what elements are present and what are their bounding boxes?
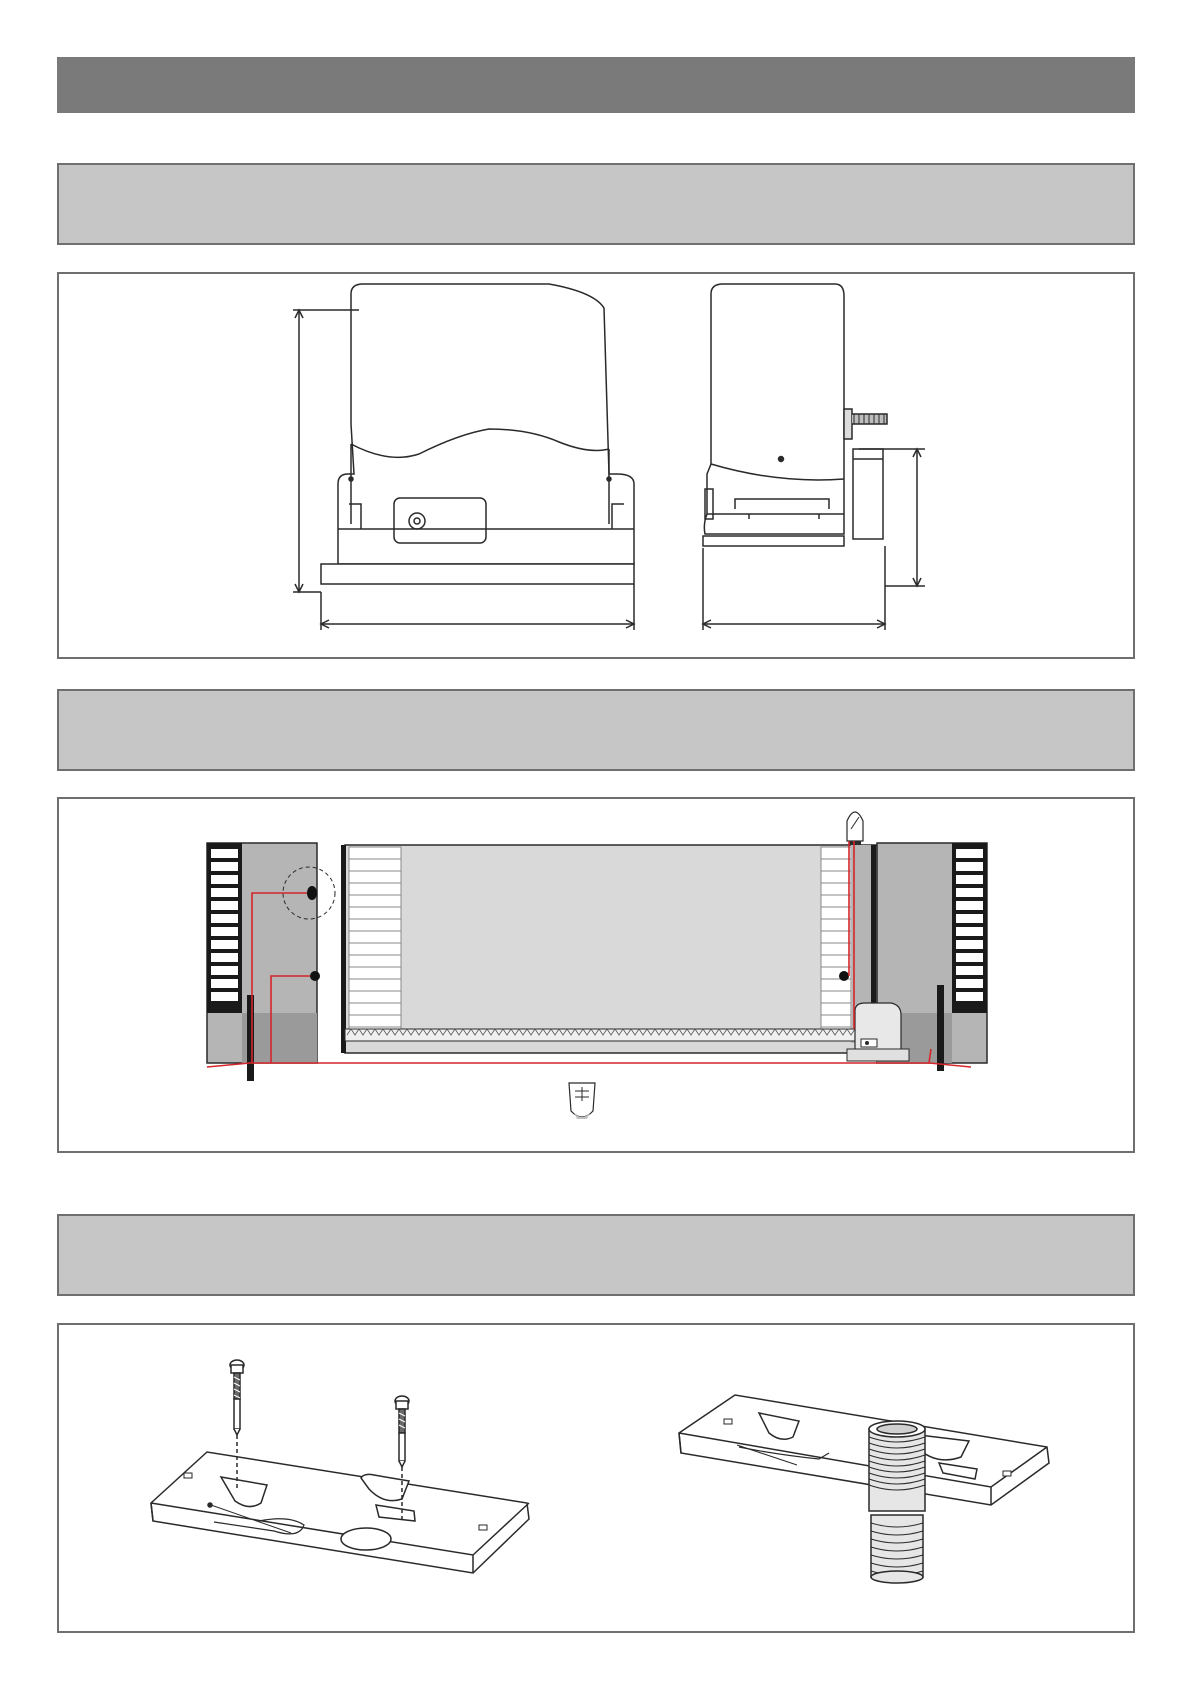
base-plate-anchors: [151, 1452, 529, 1573]
installation-figure-panel: [57, 797, 1135, 1153]
gate-operator-motor: [847, 1003, 909, 1061]
section-header-dimensions: [57, 163, 1135, 245]
section-header-foundation: [57, 1214, 1135, 1296]
left-pillar: [207, 843, 317, 1081]
installation-drawing: [59, 799, 1133, 1151]
conduit-pipe-icon: [869, 1421, 925, 1583]
base-plate-conduit: [679, 1395, 1049, 1505]
sliding-gate: [341, 845, 877, 1053]
foundation-drawing: [59, 1325, 1133, 1631]
photocell-left-icon: [310, 971, 320, 981]
section-header-installation: [57, 689, 1135, 771]
remote-control-icon: [569, 1083, 595, 1119]
operator-front-view: [321, 284, 634, 584]
operator-side-view: [703, 284, 887, 546]
dimensions-figure-panel: [57, 272, 1135, 659]
flashing-light-icon: [847, 812, 863, 845]
photocell-right-icon: [839, 971, 849, 981]
page-header-bar: [57, 57, 1135, 113]
foundation-figure-panel: [57, 1323, 1135, 1633]
dimensions-drawing: [59, 274, 1133, 657]
